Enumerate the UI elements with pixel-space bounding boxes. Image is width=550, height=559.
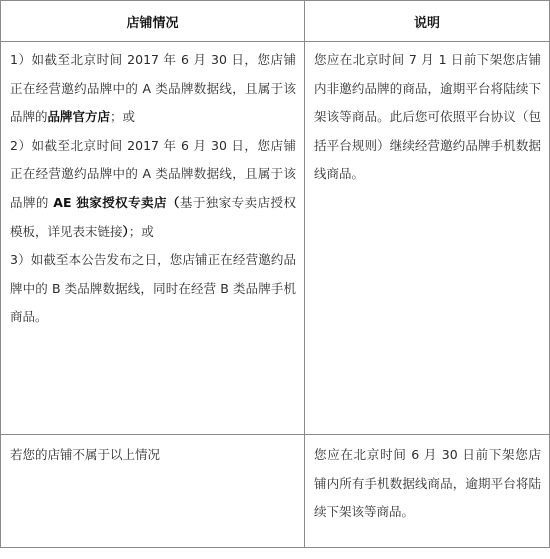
- explanation-cell: 您应在北京时间 6 月 30 日前下架您店铺内所有手机数据线商品，逾期平台将陆续下架该等商品。: [305, 435, 550, 548]
- header-store-situation: 店铺情况: [1, 1, 305, 42]
- official-store-term: 品牌官方店: [47, 109, 111, 125]
- table-row: [1, 42, 550, 435]
- situation-item-3: 3）如截至本公告发布之日，您店铺正在经营邀约品牌中的 B 类品牌数据线，同时在经营 B 类品牌手机商品。: [10, 252, 296, 325]
- table-header-row: [1, 1, 550, 42]
- situation-item-2: 2）如截至北京时间 2017 年 6 月 30 日，您店铺正在经营邀约品牌中的 A 类品牌数据线，且属于该品牌的 AE 独家授权专卖店（基于独家专卖店授权模板，详见表末链接）；或: [10, 137, 296, 239]
- exclusive-store-term: AE 独家授权专卖店（: [53, 194, 180, 210]
- situation-item-1: 1）如截至北京时间 2017 年 6 月 30 日，您店铺正在经营邀约品牌中的 A 类品牌数据线，且属于该品牌的品牌官方店；或: [10, 52, 296, 125]
- header-explanation: 说明: [305, 1, 550, 42]
- explanation-cell: 您应在北京时间 7 月 1 日前下架您店铺内非邀约品牌的商品，逾期平台将陆续下架该等商品。此后您可依照平台协议（包括平台规则）继续经营邀约品牌手机数据线商品。: [305, 42, 550, 435]
- situation-cell: [1, 42, 305, 435]
- situation-cell: 若您的店铺不属于以上情况: [1, 435, 305, 548]
- table-row: [1, 435, 550, 548]
